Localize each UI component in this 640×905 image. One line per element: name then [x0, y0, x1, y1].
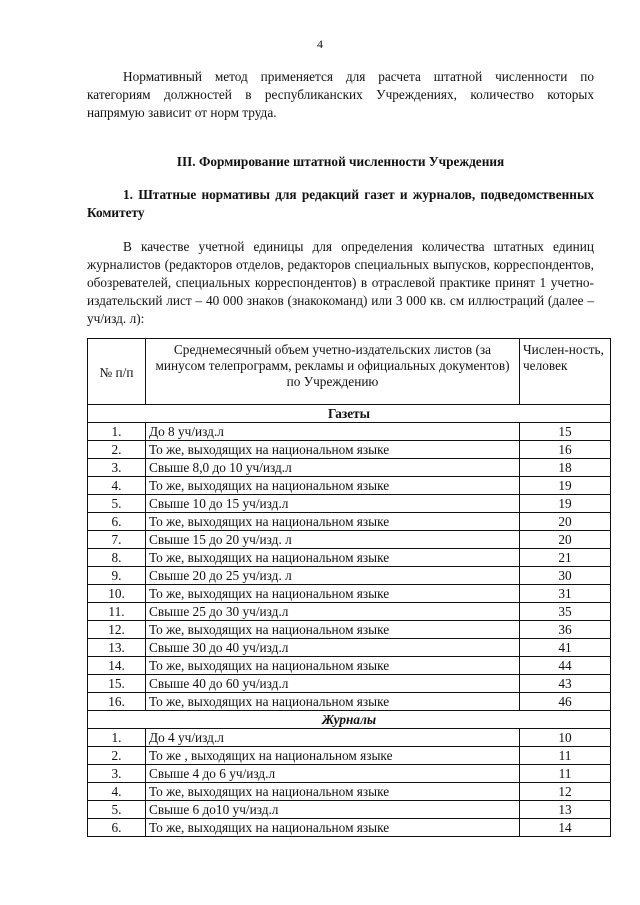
- row-description: То же, выходящих на национальном языке: [146, 783, 520, 801]
- table-row: [88, 693, 611, 711]
- table-row: [88, 567, 611, 585]
- row-staff-count: 30: [520, 567, 611, 585]
- row-number: 15.: [88, 675, 146, 693]
- table-row: [88, 495, 611, 513]
- row-staff-count: 19: [520, 477, 611, 495]
- header-volume: Среднемесячный объем учетно-издательских листов (за минусом телепрограмм, рекламы и официальных документов) по Учреждению: [146, 339, 520, 405]
- table-row: [88, 729, 611, 747]
- row-number: 12.: [88, 621, 146, 639]
- row-staff-count: 13: [520, 801, 611, 819]
- table-row: [88, 801, 611, 819]
- row-description: То же, выходящих на национальном языке: [146, 441, 520, 459]
- row-description: Свыше 10 до 15 уч/изд.л: [146, 495, 520, 513]
- intro-paragraph: Нормативный метод применяется для расчета штатной численности по категориям должностей в республиканских Учреждениях, количество которых напрямую зависит от норм труда.: [87, 69, 594, 120]
- row-staff-count: 20: [520, 531, 611, 549]
- row-staff-count: 15: [520, 423, 611, 441]
- table-body: [88, 405, 611, 837]
- row-description: То же, выходящих на национальном языке: [146, 819, 520, 837]
- row-staff-count: 36: [520, 621, 611, 639]
- table-row: [88, 477, 611, 495]
- header-number: № п/п: [88, 339, 146, 405]
- row-number: 6.: [88, 819, 146, 837]
- row-number: 13.: [88, 639, 146, 657]
- page-number: 4: [317, 37, 323, 51]
- row-description: Свыше 8,0 до 10 уч/изд.л: [146, 459, 520, 477]
- row-number: 8.: [88, 549, 146, 567]
- table-header-row: [88, 339, 611, 405]
- row-description: Свыше 25 до 30 уч/изд.л: [146, 603, 520, 621]
- row-number: 10.: [88, 585, 146, 603]
- row-staff-count: 46: [520, 693, 611, 711]
- row-description: То же, выходящих на национальном языке: [146, 621, 520, 639]
- row-staff-count: 12: [520, 783, 611, 801]
- row-staff-count: 21: [520, 549, 611, 567]
- row-description: До 8 уч/изд.л: [146, 423, 520, 441]
- table-row: [88, 585, 611, 603]
- section-title: III. Формирование штатной численности Учреждения: [176, 154, 505, 169]
- row-number: 3.: [88, 765, 146, 783]
- table-row: [88, 657, 611, 675]
- table-row: [88, 531, 611, 549]
- row-number: 5.: [88, 801, 146, 819]
- group-heading: Газеты: [88, 405, 611, 423]
- table-row: [88, 549, 611, 567]
- row-staff-count: 10: [520, 729, 611, 747]
- row-description: То же, выходящих на национальном языке: [146, 657, 520, 675]
- row-staff-count: 43: [520, 675, 611, 693]
- table-row: [88, 639, 611, 657]
- row-staff-count: 14: [520, 819, 611, 837]
- row-description: Свыше 4 до 6 уч/изд.л: [146, 765, 520, 783]
- group-heading: Журналы: [88, 711, 611, 729]
- row-number: 6.: [88, 513, 146, 531]
- subsection-title: 1. Штатные нормативы для редакций газет и журналов, подведомственных Комитету: [87, 187, 594, 220]
- row-description: То же , выходящих на национальном языке: [146, 747, 520, 765]
- header-staff: Числен-ность, человек: [520, 339, 611, 405]
- staffing-norms-table: [87, 338, 611, 837]
- row-number: 14.: [88, 657, 146, 675]
- table-row: [88, 675, 611, 693]
- row-description: Свыше 30 до 40 уч/изд.л: [146, 639, 520, 657]
- table-row: [88, 441, 611, 459]
- row-number: 2.: [88, 441, 146, 459]
- row-staff-count: 11: [520, 765, 611, 783]
- table-row: [88, 603, 611, 621]
- table-row: [88, 513, 611, 531]
- row-staff-count: 18: [520, 459, 611, 477]
- table-row: [88, 819, 611, 837]
- unit-definition-paragraph: В качестве учетной единицы для определения количества штатных единиц журналистов (редакторов отделов, редакторов специальных выпусков, корреспондентов, обозревателей, специальных корреспондентов) в отраслевой практике принят 1 учетно-издательский лист – 40 000 знаков (знакокоманд) или 3 000 кв. см иллюстраций (далее – уч/изд. л):: [87, 239, 594, 326]
- table-row: [88, 621, 611, 639]
- row-number: 3.: [88, 459, 146, 477]
- row-description: То же, выходящих на национальном языке: [146, 693, 520, 711]
- row-number: 4.: [88, 477, 146, 495]
- table-group-row: [88, 405, 611, 423]
- row-number: 5.: [88, 495, 146, 513]
- row-number: 11.: [88, 603, 146, 621]
- row-description: То же, выходящих на национальном языке: [146, 585, 520, 603]
- row-staff-count: 16: [520, 441, 611, 459]
- row-description: То же, выходящих на национальном языке: [146, 477, 520, 495]
- table-row: [88, 423, 611, 441]
- table-row: [88, 747, 611, 765]
- row-staff-count: 31: [520, 585, 611, 603]
- row-number: 1.: [88, 423, 146, 441]
- row-number: 7.: [88, 531, 146, 549]
- row-staff-count: 20: [520, 513, 611, 531]
- row-description: То же, выходящих на национальном языке: [146, 549, 520, 567]
- row-description: То же, выходящих на национальном языке: [146, 513, 520, 531]
- row-description: Свыше 15 до 20 уч/изд. л: [146, 531, 520, 549]
- table-row: [88, 765, 611, 783]
- table-row: [88, 783, 611, 801]
- table-group-row: [88, 711, 611, 729]
- row-number: 2.: [88, 747, 146, 765]
- row-number: 4.: [88, 783, 146, 801]
- row-number: 1.: [88, 729, 146, 747]
- row-staff-count: 19: [520, 495, 611, 513]
- row-staff-count: 41: [520, 639, 611, 657]
- table-row: [88, 459, 611, 477]
- row-staff-count: 11: [520, 747, 611, 765]
- row-number: 16.: [88, 693, 146, 711]
- row-description: До 4 уч/изд.л: [146, 729, 520, 747]
- row-number: 9.: [88, 567, 146, 585]
- row-description: Свыше 40 до 60 уч/изд.л: [146, 675, 520, 693]
- row-description: Свыше 6 до10 уч/изд.л: [146, 801, 520, 819]
- row-description: Свыше 20 до 25 уч/изд. л: [146, 567, 520, 585]
- row-staff-count: 44: [520, 657, 611, 675]
- row-staff-count: 35: [520, 603, 611, 621]
